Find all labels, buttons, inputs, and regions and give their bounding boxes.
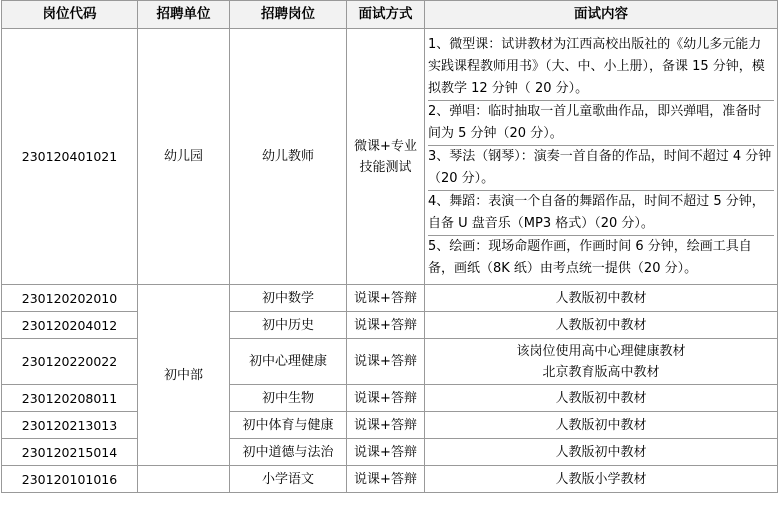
position-code: 230120101016 [2,466,138,493]
recruit-unit-blank [138,466,230,493]
interview-content: 人教版初中教材 [425,312,778,339]
interview-table [1,0,778,493]
content-item-1: 1、微型课：试讲教材为江西高校出版社的《幼儿多元能力实践课程教师用书》（大、中、小上册），备课 15 分钟，模拟教学 12 分钟（ 20 分）。 [428,36,765,96]
interview-method: 说课+答辩 [347,385,425,412]
content-item-2: 2、弹唱：临时抽取一首儿童歌曲作品，即兴弹唱，准备时间为 5 分钟（20 分）。 [428,100,774,145]
interview-content: 人教版初中教材 [425,412,778,439]
header-code: 岗位代码 [2,1,138,29]
recruit-position: 初中体育与健康 [230,412,347,439]
position-code: 230120208011 [2,385,138,412]
position-code: 230120202010 [2,285,138,312]
header-content: 面试内容 [425,1,778,29]
interview-content: 人教版初中教材 [425,439,778,466]
recruit-position: 初中生物 [230,385,347,412]
content-line-2: 北京教育版高中教材 [542,364,660,380]
interview-method: 说课+答辩 [347,466,425,493]
interview-method: 说课+答辩 [347,285,425,312]
header-unit: 招聘单位 [138,1,230,29]
interview-method: 说课+答辩 [347,439,425,466]
position-code: 230120215014 [2,439,138,466]
position-code: 230120204012 [2,312,138,339]
interview-method: 说课+答辩 [347,312,425,339]
recruit-unit: 幼儿园 [138,29,230,285]
position-code: 230120220022 [2,339,138,385]
interview-content [425,339,778,385]
recruit-position: 初中数学 [230,285,347,312]
table-row [2,312,778,339]
header-row [2,1,778,29]
table-row [2,339,778,385]
interview-content: 人教版初中教材 [425,285,778,312]
recruit-unit-junior: 初中部 [138,285,230,466]
interview-content: 人教版初中教材 [425,385,778,412]
table-row-kindergarten [2,29,778,285]
recruit-position: 初中心理健康 [230,339,347,385]
interview-method: 微课+专业技能测试 [347,29,425,285]
content-item-3: 3、琴法（钢琴）：演奏一首自备的作品，时间不超过 4 分钟（20 分）。 [428,145,774,190]
content-item-5: 5、绘画：现场命题作画，作画时间 6 分钟，绘画工具自备，画纸（8K 纸）由考点统一提供（20 分）。 [428,235,774,280]
position-code: 230120213013 [2,412,138,439]
recruit-position: 初中历史 [230,312,347,339]
header-method: 面试方式 [347,1,425,29]
table-row [2,439,778,466]
interview-method: 说课+答辩 [347,412,425,439]
content-item-4: 4、舞蹈：表演一个自备的舞蹈作品，时间不超过 5 分钟，自备 U 盘音乐（MP3 格式）（20 分）。 [428,190,774,235]
content-line-1: 该岗位使用高中心理健康教材 [516,343,686,359]
table-row [2,385,778,412]
interview-content [425,29,778,285]
position-code: 230120401021 [2,29,138,285]
recruit-position: 小学语文 [230,466,347,493]
table-row [2,466,778,493]
interview-method: 说课+答辩 [347,339,425,385]
table-row [2,285,778,312]
recruit-position: 幼儿教师 [230,29,347,285]
table-row [2,412,778,439]
recruit-position: 初中道德与法治 [230,439,347,466]
interview-content: 人教版小学教材 [425,466,778,493]
header-position: 招聘岗位 [230,1,347,29]
